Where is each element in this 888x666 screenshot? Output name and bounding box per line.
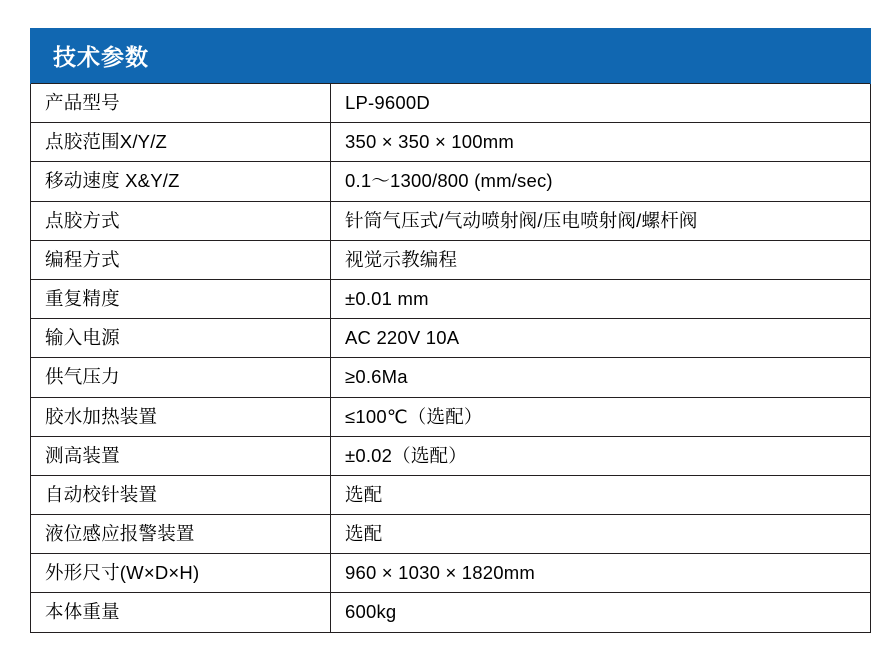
table-row (31, 240, 871, 279)
row-value: ≤100℃（选配） (331, 397, 871, 436)
row-label: 外形尺寸(W×D×H) (31, 554, 331, 593)
table-body (31, 84, 871, 633)
row-value: LP-9600D (331, 84, 871, 123)
row-label: 供气压力 (31, 358, 331, 397)
row-label: 产品型号 (31, 84, 331, 123)
row-value: 0.1～1300/800 (mm/sec) (331, 162, 871, 201)
row-value: 选配 (331, 475, 871, 514)
table-row (31, 319, 871, 358)
table-row (31, 436, 871, 475)
row-label: 重复精度 (31, 279, 331, 318)
table-row (31, 123, 871, 162)
spec-sheet (30, 28, 870, 633)
row-label: 移动速度 X&Y/Z (31, 162, 331, 201)
table-row (31, 593, 871, 632)
row-label: 点胶方式 (31, 201, 331, 240)
row-label: 测高装置 (31, 436, 331, 475)
row-label: 输入电源 (31, 319, 331, 358)
table-row (31, 279, 871, 318)
row-label: 本体重量 (31, 593, 331, 632)
table-row (31, 162, 871, 201)
row-label: 自动校针装置 (31, 475, 331, 514)
table-row (31, 397, 871, 436)
row-value: ≥0.6Ma (331, 358, 871, 397)
row-value: 视觉示教编程 (331, 240, 871, 279)
row-label: 编程方式 (31, 240, 331, 279)
row-value: ±0.02（选配） (331, 436, 871, 475)
technical-parameters-table (30, 28, 871, 633)
table-header-row (31, 29, 871, 84)
row-label: 液位感应报警装置 (31, 515, 331, 554)
row-value: 960 × 1030 × 1820mm (331, 554, 871, 593)
row-label: 点胶范围X/Y/Z (31, 123, 331, 162)
table-row (31, 554, 871, 593)
row-value: 600kg (331, 593, 871, 632)
row-value: 350 × 350 × 100mm (331, 123, 871, 162)
row-value: 选配 (331, 515, 871, 554)
row-value: AC 220V 10A (331, 319, 871, 358)
row-value: ±0.01 mm (331, 279, 871, 318)
row-label: 胶水加热装置 (31, 397, 331, 436)
table-row (31, 201, 871, 240)
row-value: 针筒气压式/气动喷射阀/压电喷射阀/螺杆阀 (331, 201, 871, 240)
table-row (31, 475, 871, 514)
table-row (31, 84, 871, 123)
table-title: 技术参数 (31, 29, 871, 84)
table-row (31, 358, 871, 397)
table-row (31, 515, 871, 554)
